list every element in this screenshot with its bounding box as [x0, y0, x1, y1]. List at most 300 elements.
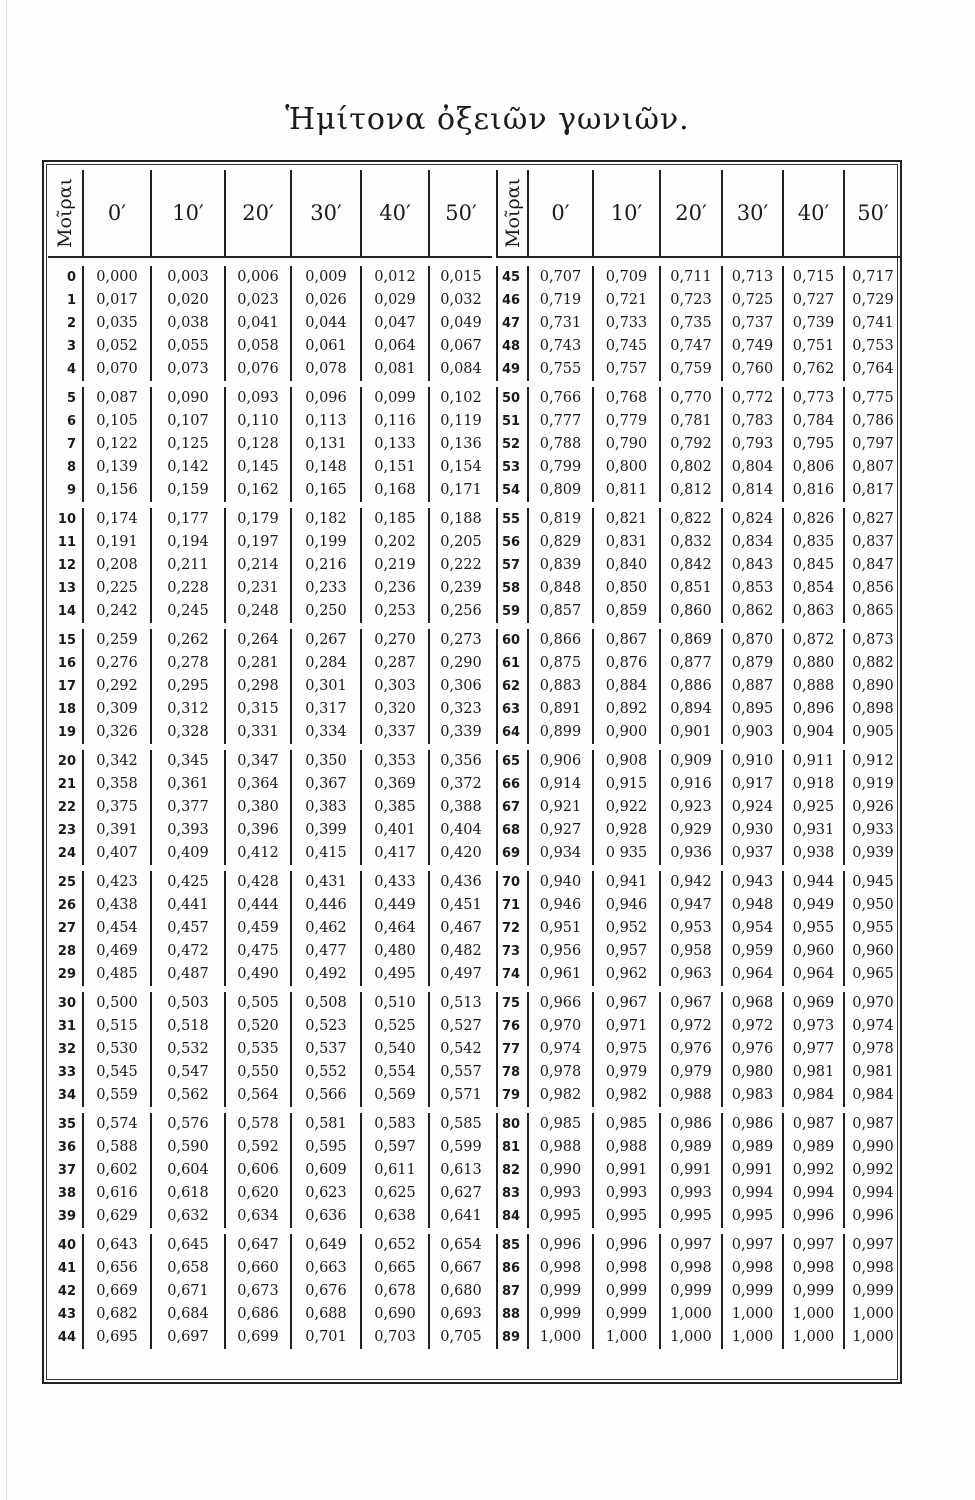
row-group	[496, 1234, 901, 1349]
table-row	[48, 917, 492, 940]
sine-value-cell: 0,425	[150, 871, 224, 894]
sine-value-cell: 0,564	[224, 1084, 290, 1107]
sine-value-cell: 0,974	[843, 1015, 901, 1038]
sine-value-cell: 0,693	[428, 1303, 492, 1326]
sine-value-cell: 0,807	[843, 456, 901, 479]
sine-value-cell: 0,956	[527, 940, 592, 963]
table-row	[48, 992, 492, 1015]
sine-value-cell: 0,571	[428, 1084, 492, 1107]
sine-value-cell: 0,309	[82, 698, 150, 721]
sine-value-cell: 0,475	[224, 940, 290, 963]
sine-value-cell: 0,695	[82, 1326, 150, 1349]
sine-value-cell: 0,044	[290, 312, 360, 335]
sine-value-cell: 0,986	[659, 1113, 721, 1136]
sine-value-cell: 0,559	[82, 1084, 150, 1107]
sine-value-cell: 0,684	[150, 1303, 224, 1326]
sine-value-cell: 0,976	[721, 1038, 782, 1061]
sine-value-cell: 0,910	[721, 750, 782, 773]
sine-value-cell: 0,834	[721, 531, 782, 554]
sine-value-cell: 0,970	[527, 1015, 592, 1038]
degree-header-label: Μοῖραι	[501, 178, 524, 248]
sine-value-cell: 0,862	[721, 600, 782, 623]
sine-value-cell: 0,877	[659, 652, 721, 675]
sine-value-cell: 0,554	[360, 1061, 428, 1084]
degree-cell: 4	[66, 362, 76, 377]
sine-value-cell: 0,686	[224, 1303, 290, 1326]
sine-value-cell: 0,937	[721, 842, 782, 865]
sine-value-cell: 1,000	[782, 1326, 843, 1349]
sine-value-cell: 0,515	[82, 1015, 150, 1038]
page-edge-line	[6, 0, 7, 1500]
degree-cell: 19	[57, 725, 76, 740]
sine-value-cell: 0,673	[224, 1280, 290, 1303]
sine-value-cell: 0,540	[360, 1038, 428, 1061]
sine-value-cell: 0,799	[527, 456, 592, 479]
table-row	[496, 600, 901, 623]
sine-value-cell: 0,029	[360, 289, 428, 312]
sine-value-cell: 0,262	[150, 629, 224, 652]
sine-value-cell: 0,766	[527, 387, 592, 410]
degree-cell: 66	[496, 773, 527, 796]
sine-value-cell: 0,989	[782, 1136, 843, 1159]
row-group	[496, 1113, 901, 1228]
sine-value-cell: 0,971	[592, 1015, 659, 1038]
sine-value-cell: 0,743	[527, 335, 592, 358]
table-row	[48, 842, 492, 865]
sine-value-cell: 0,303	[360, 675, 428, 698]
sine-value-cell: 0,550	[224, 1061, 290, 1084]
minute-header: 0′	[82, 170, 150, 256]
degree-cell: 41	[57, 1261, 76, 1276]
sine-value-cell: 0,944	[782, 871, 843, 894]
sine-value-cell: 0,020	[150, 289, 224, 312]
degree-cell: 20	[57, 754, 76, 769]
table-row	[496, 750, 901, 773]
sine-value-cell: 0,281	[224, 652, 290, 675]
sine-value-cell: 0,542	[428, 1038, 492, 1061]
sine-value-cell: 0,983	[721, 1084, 782, 1107]
table-row	[496, 1326, 901, 1349]
sine-value-cell: 0,903	[721, 721, 782, 744]
sine-value-cell: 0,194	[150, 531, 224, 554]
sine-value-cell: 0,518	[150, 1015, 224, 1038]
sine-value-cell: 0,872	[782, 629, 843, 652]
sine-value-cell: 0,968	[721, 992, 782, 1015]
table-row	[496, 1038, 901, 1061]
sine-value-cell: 0,998	[659, 1257, 721, 1280]
table-row	[496, 410, 901, 433]
sine-value-cell: 0,451	[428, 894, 492, 917]
sine-value-cell: 0,383	[290, 796, 360, 819]
sine-value-cell: 0,067	[428, 335, 492, 358]
sine-value-cell: 0,979	[659, 1061, 721, 1084]
sine-value-cell: 0,814	[721, 479, 782, 502]
sine-value-cell: 0,041	[224, 312, 290, 335]
sine-value-cell: 1,000	[659, 1326, 721, 1349]
sine-value-cell: 0,993	[527, 1182, 592, 1205]
sine-value-cell: 0,977	[782, 1038, 843, 1061]
degree-cell: 37	[57, 1163, 76, 1178]
sine-value-cell: 0,760	[721, 358, 782, 381]
sine-value-cell: 0,131	[290, 433, 360, 456]
sine-value-cell: 0,537	[290, 1038, 360, 1061]
degree-cell: 11	[57, 535, 76, 550]
sine-value-cell: 0,436	[428, 871, 492, 894]
sine-value-cell: 0,967	[659, 992, 721, 1015]
sine-value-cell: 0,627	[428, 1182, 492, 1205]
table-row	[48, 531, 492, 554]
degree-cell: 0	[66, 270, 76, 285]
sine-value-cell: 0,783	[721, 410, 782, 433]
degree-cell: 26	[57, 898, 76, 913]
degree-cell: 46	[496, 289, 527, 312]
sine-value-cell: 0,485	[82, 963, 150, 986]
sine-value-cell: 0,649	[290, 1234, 360, 1257]
table-row	[496, 721, 901, 744]
degree-cell: 58	[496, 577, 527, 600]
sine-value-cell: 0,963	[659, 963, 721, 986]
table-row	[496, 940, 901, 963]
sine-value-cell: 0,317	[290, 698, 360, 721]
table-row	[496, 1257, 901, 1280]
sine-value-cell: 0,948	[721, 894, 782, 917]
sine-value-cell: 0,784	[782, 410, 843, 433]
sine-value-cell: 0,883	[527, 675, 592, 698]
degree-cell: 34	[57, 1088, 76, 1103]
sine-value-cell: 0,804	[721, 456, 782, 479]
row-group	[48, 629, 492, 744]
sine-value-cell: 0,901	[659, 721, 721, 744]
table-row	[496, 312, 901, 335]
sine-value-cell: 0,678	[360, 1280, 428, 1303]
table-row	[496, 1280, 901, 1303]
sine-value-cell: 0,669	[82, 1280, 150, 1303]
degree-cell: 88	[496, 1303, 527, 1326]
sine-value-cell: 0,174	[82, 508, 150, 531]
sine-value-cell: 0,994	[843, 1182, 901, 1205]
sine-value-cell: 0,884	[592, 675, 659, 698]
sine-value-cell: 0,990	[843, 1136, 901, 1159]
degree-cell: 87	[496, 1280, 527, 1303]
sine-value-cell: 0,912	[843, 750, 901, 773]
sine-value-cell: 0,946	[592, 894, 659, 917]
sine-value-cell: 0,253	[360, 600, 428, 623]
table-row	[496, 992, 901, 1015]
sine-value-cell: 0,965	[843, 963, 901, 986]
sine-value-cell: 0,976	[659, 1038, 721, 1061]
sine-value-cell: 0,367	[290, 773, 360, 796]
table-row	[496, 819, 901, 842]
degree-header-label: Μοῖραι	[54, 178, 76, 248]
sine-value-cell: 0,191	[82, 531, 150, 554]
sine-value-cell: 0,988	[659, 1084, 721, 1107]
sine-value-cell: 0,770	[659, 387, 721, 410]
sine-value-cell: 0,999	[721, 1280, 782, 1303]
sine-value-cell: 0,380	[224, 796, 290, 819]
degree-cell: 8	[66, 460, 76, 475]
sine-value-cell: 0,438	[82, 894, 150, 917]
degree-cell: 40	[57, 1238, 76, 1253]
degree-cell: 35	[57, 1117, 76, 1132]
sine-value-cell: 0,930	[721, 819, 782, 842]
sine-value-cell: 0,236	[360, 577, 428, 600]
sine-value-cell: 0,643	[82, 1234, 150, 1257]
degree-cell: 61	[496, 652, 527, 675]
table-row	[496, 1159, 901, 1182]
sine-value-cell: 0,301	[290, 675, 360, 698]
sine-value-cell: 0,248	[224, 600, 290, 623]
degree-cell: 65	[496, 750, 527, 773]
table-row	[496, 335, 901, 358]
sine-value-cell: 0,817	[843, 479, 901, 502]
table-row	[48, 1234, 492, 1257]
sine-value-cell: 0,658	[150, 1257, 224, 1280]
degree-cell: 78	[496, 1061, 527, 1084]
degree-cell: 73	[496, 940, 527, 963]
degree-cell: 42	[57, 1284, 76, 1299]
sine-value-cell: 0,682	[82, 1303, 150, 1326]
minute-header: 10′	[592, 170, 659, 256]
sine-value-cell: 0,866	[527, 629, 592, 652]
degree-cell: 43	[57, 1307, 76, 1322]
sine-value-cell: 0,953	[659, 917, 721, 940]
table-row	[496, 266, 901, 289]
sine-value-cell: 0,856	[843, 577, 901, 600]
degree-cell: 10	[57, 512, 76, 527]
table-row	[496, 289, 901, 312]
sine-value-cell: 0,611	[360, 1159, 428, 1182]
degree-cell: 50	[496, 387, 527, 410]
sine-value-cell: 0,165	[290, 479, 360, 502]
sine-value-cell: 0,090	[150, 387, 224, 410]
sine-value-cell: 0,975	[592, 1038, 659, 1061]
sine-value-cell: 0,139	[82, 456, 150, 479]
table-row	[48, 508, 492, 531]
degree-cell: 21	[57, 777, 76, 792]
sine-value-cell: 0,737	[721, 312, 782, 335]
sine-value-cell: 0,480	[360, 940, 428, 963]
table-row	[496, 871, 901, 894]
sine-value-cell: 0,997	[659, 1234, 721, 1257]
sine-value-cell: 0,717	[843, 266, 901, 289]
sine-value-cell: 0,863	[782, 600, 843, 623]
sine-value-cell: 0,604	[150, 1159, 224, 1182]
sine-value-cell: 0,588	[82, 1136, 150, 1159]
sine-value-cell: 0,545	[82, 1061, 150, 1084]
sine-value-cell: 0,995	[592, 1205, 659, 1228]
sine-value-cell: 0,715	[782, 266, 843, 289]
sine-value-cell: 0,431	[290, 871, 360, 894]
row-group	[48, 387, 492, 502]
sine-value-cell: 0,947	[659, 894, 721, 917]
table-row	[48, 773, 492, 796]
sine-value-cell: 0,073	[150, 358, 224, 381]
sine-value-cell: 0,999	[527, 1303, 592, 1326]
sine-value-cell: 0,047	[360, 312, 428, 335]
sine-value-cell: 0,991	[592, 1159, 659, 1182]
sine-value-cell: 0,777	[527, 410, 592, 433]
degree-cell: 76	[496, 1015, 527, 1038]
sine-value-cell: 0,936	[659, 842, 721, 865]
sine-value-cell: 0,899	[527, 721, 592, 744]
sine-value-cell: 0,875	[527, 652, 592, 675]
degree-cell: 47	[496, 312, 527, 335]
sine-value-cell: 0,824	[721, 508, 782, 531]
sine-value-cell: 0,064	[360, 335, 428, 358]
sine-value-cell: 0,233	[290, 577, 360, 600]
sine-value-cell: 0,162	[224, 479, 290, 502]
sine-value-cell: 0,950	[843, 894, 901, 917]
sine-value-cell: 0,205	[428, 531, 492, 554]
sine-value-cell: 0,105	[82, 410, 150, 433]
sine-value-cell: 0,999	[592, 1303, 659, 1326]
sine-value-cell: 0,462	[290, 917, 360, 940]
sine-value-cell: 0,295	[150, 675, 224, 698]
sine-value-cell: 0,353	[360, 750, 428, 773]
sine-value-cell: 0,996	[592, 1234, 659, 1257]
degree-cell: 7	[66, 437, 76, 452]
sine-value-cell: 0,865	[843, 600, 901, 623]
degree-cell: 85	[496, 1234, 527, 1257]
sine-value-cell: 0,270	[360, 629, 428, 652]
sine-value-cell: 0,991	[659, 1159, 721, 1182]
degree-cell: 75	[496, 992, 527, 1015]
sine-value-cell: 0,585	[428, 1113, 492, 1136]
sine-value-cell: 0,214	[224, 554, 290, 577]
sine-value-cell: 0,552	[290, 1061, 360, 1084]
row-group	[496, 871, 901, 986]
sine-value-cell: 0,812	[659, 479, 721, 502]
sine-value-cell: 0,133	[360, 433, 428, 456]
sine-value-cell: 0,896	[782, 698, 843, 721]
header-row-right	[496, 170, 901, 258]
sine-value-cell: 0,350	[290, 750, 360, 773]
degree-cell: 44	[57, 1330, 76, 1345]
sine-value-cell: 0,790	[592, 433, 659, 456]
sine-value-cell: 0,926	[843, 796, 901, 819]
degree-cell: 62	[496, 675, 527, 698]
degree-cell: 16	[57, 656, 76, 671]
degree-cell: 28	[57, 944, 76, 959]
sine-value-cell: 0,547	[150, 1061, 224, 1084]
degree-cell: 53	[496, 456, 527, 479]
sine-value-cell: 0,428	[224, 871, 290, 894]
sine-value-cell: 0,876	[592, 652, 659, 675]
table-row	[48, 629, 492, 652]
table-row	[48, 940, 492, 963]
table-row	[496, 652, 901, 675]
row-group	[48, 871, 492, 986]
sine-value-cell: 0,898	[843, 698, 901, 721]
sine-value-cell: 0,775	[843, 387, 901, 410]
degree-cell: 17	[57, 679, 76, 694]
sine-value-cell: 0,179	[224, 508, 290, 531]
sine-value-cell: 0,979	[592, 1061, 659, 1084]
row-group	[48, 508, 492, 623]
sine-value-cell: 0,636	[290, 1205, 360, 1228]
sine-value-cell: 0,609	[290, 1159, 360, 1182]
sine-value-cell: 0,652	[360, 1234, 428, 1257]
table-row	[496, 479, 901, 502]
sine-value-cell: 0,459	[224, 917, 290, 940]
degree-cell: 9	[66, 483, 76, 498]
sine-value-cell: 0,757	[592, 358, 659, 381]
sine-value-cell: 0,396	[224, 819, 290, 842]
sine-value-cell: 0,409	[150, 842, 224, 865]
sine-value-cell: 0,099	[360, 387, 428, 410]
sine-value-cell: 0,709	[592, 266, 659, 289]
sine-value-cell: 0,969	[782, 992, 843, 1015]
sine-value-cell: 0,298	[224, 675, 290, 698]
sine-value-cell: 0,613	[428, 1159, 492, 1182]
sine-value-cell: 0,960	[843, 940, 901, 963]
sine-value-cell: 0,998	[721, 1257, 782, 1280]
sine-value-cell: 0,998	[527, 1257, 592, 1280]
table-row	[48, 675, 492, 698]
row-group	[48, 992, 492, 1107]
sine-value-cell: 0,946	[527, 894, 592, 917]
sine-value-cell: 0,978	[527, 1061, 592, 1084]
sine-value-cell: 0,671	[150, 1280, 224, 1303]
table-row	[48, 1136, 492, 1159]
sine-value-cell: 0,597	[360, 1136, 428, 1159]
degree-cell: 29	[57, 967, 76, 982]
sine-value-cell: 0,964	[782, 963, 843, 986]
sine-value-cell: 0,306	[428, 675, 492, 698]
sine-value-cell: 0,505	[224, 992, 290, 1015]
table-row	[496, 1113, 901, 1136]
table-row	[48, 1326, 492, 1349]
degree-cell: 56	[496, 531, 527, 554]
sine-value-cell: 1,000	[659, 1303, 721, 1326]
row-group	[48, 266, 492, 381]
sine-value-cell: 0,634	[224, 1205, 290, 1228]
sine-value-cell: 0,788	[527, 433, 592, 456]
sine-value-cell: 1,000	[843, 1303, 901, 1326]
minute-header: 0′	[527, 170, 592, 256]
sine-value-cell: 0,312	[150, 698, 224, 721]
table-row	[48, 698, 492, 721]
sine-value-cell: 0,508	[290, 992, 360, 1015]
table-row	[496, 456, 901, 479]
sine-value-cell: 0,110	[224, 410, 290, 433]
sine-value-cell: 0,076	[224, 358, 290, 381]
sine-value-cell: 0,035	[82, 312, 150, 335]
sine-value-cell: 0,999	[527, 1280, 592, 1303]
table-row	[48, 335, 492, 358]
sine-value-cell: 0,835	[782, 531, 843, 554]
sine-value-cell: 0,377	[150, 796, 224, 819]
sine-value-cell: 0,231	[224, 577, 290, 600]
sine-value-cell: 0,364	[224, 773, 290, 796]
table-row	[496, 577, 901, 600]
degree-cell: 15	[57, 633, 76, 648]
sine-value-cell: 0,751	[782, 335, 843, 358]
sine-value-cell: 0,779	[592, 410, 659, 433]
sine-value-cell: 0,168	[360, 479, 428, 502]
table-row	[48, 1038, 492, 1061]
sine-value-cell: 0,952	[592, 917, 659, 940]
sine-value-cell: 0,026	[290, 289, 360, 312]
sine-value-cell: 0,917	[721, 773, 782, 796]
table-row	[48, 479, 492, 502]
sine-value-cell: 0,994	[782, 1182, 843, 1205]
table-row	[48, 963, 492, 986]
sine-value-cell: 0,372	[428, 773, 492, 796]
degree-column-header	[48, 170, 82, 256]
sine-value-cell: 0,328	[150, 721, 224, 744]
sine-value-cell: 0,620	[224, 1182, 290, 1205]
